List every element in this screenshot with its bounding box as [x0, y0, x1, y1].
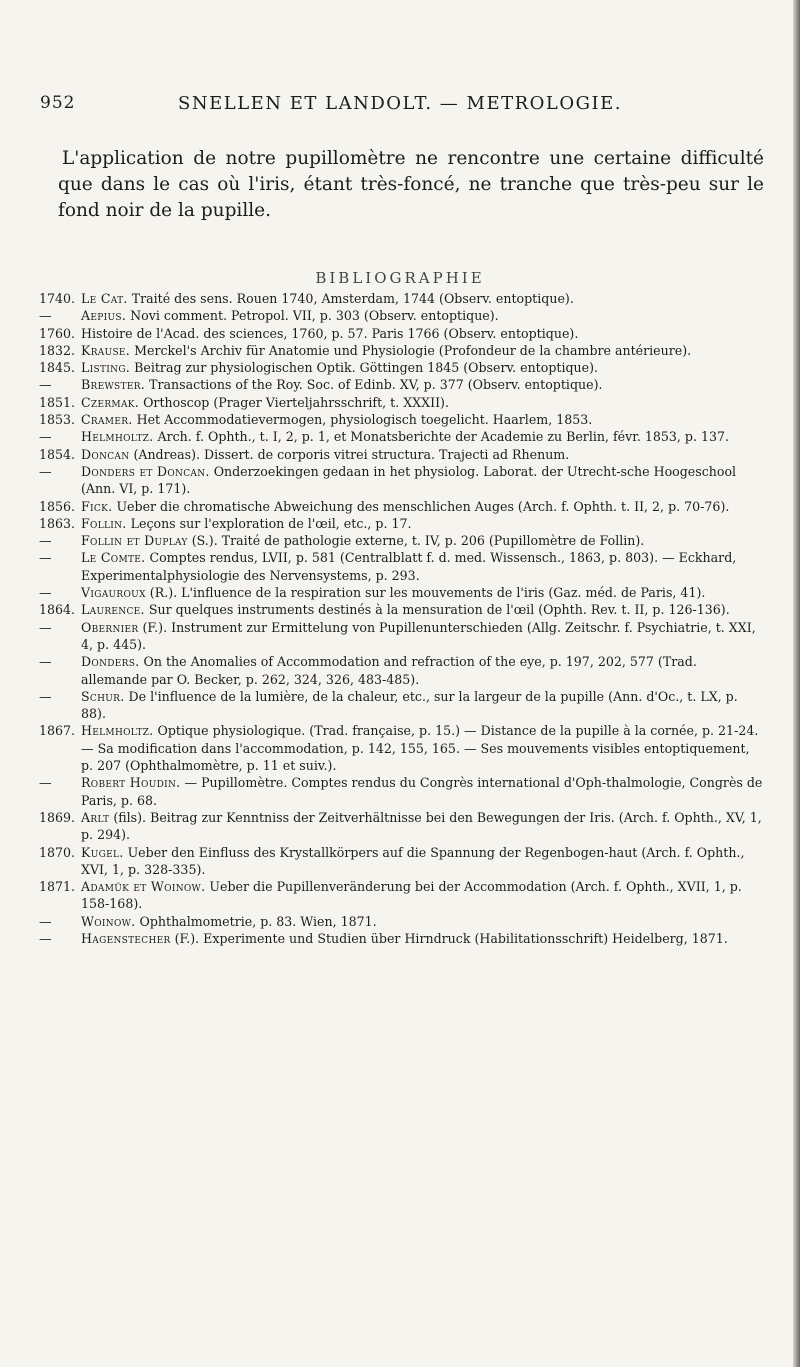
- bibliography-entry: [39, 325, 764, 342]
- entry-text: [81, 515, 764, 532]
- page-number: 952: [40, 93, 76, 113]
- entry-year: —: [39, 930, 52, 946]
- entry-year: 1856.: [39, 498, 76, 514]
- entry-year: —: [39, 775, 52, 791]
- entry-year: —: [39, 913, 52, 929]
- entry-author: Follin et Duplay: [81, 533, 188, 549]
- bibliography-entry: [39, 878, 764, 913]
- bibliography-entry: [39, 515, 764, 532]
- entry-text: [81, 290, 764, 307]
- entry-year: 1851.: [39, 394, 76, 410]
- bibliography-entry: [39, 549, 764, 584]
- entry-author: Le Comte.: [81, 550, 146, 566]
- entry-body: (R.). L'influence de la respiration sur les mouvements de l'iris (Gaz. méd. de Paris, 41).: [149, 585, 706, 601]
- bibliography-entry: [39, 428, 764, 445]
- entry-author: Woinow.: [81, 913, 136, 929]
- entry-body: Ueber die chromatische Abweichung des menschlichen Auges (Arch. f. Ophth. t. II, 2, p. 70-76).: [116, 498, 730, 514]
- entry-year: 1869.: [39, 809, 76, 825]
- entry-year: 1870.: [39, 844, 76, 860]
- entry-author: Krause.: [81, 342, 131, 358]
- bibliography-entry: [39, 688, 764, 723]
- bibliography-heading: BIBLIOGRAPHIE: [315, 269, 485, 287]
- entry-text: [81, 688, 764, 723]
- bibliography-entry: [39, 342, 764, 359]
- bibliography-entry: [39, 359, 764, 376]
- bibliography-entry: [39, 774, 764, 809]
- entry-year: —: [39, 619, 52, 635]
- entry-year: 1740.: [39, 291, 76, 306]
- entry-author: Fick.: [81, 498, 113, 514]
- entry-body: Beitrag zur physiologischen Optik. Göttingen 1845 (Observ. entoptique).: [134, 360, 599, 376]
- entry-text: [81, 619, 764, 654]
- entry-body: (F.). Instrument zur Ermittelung von Pupillenunterschieden (Allg. Zeitschr. f. Psychiatrie, t. XXI, 4, p. 445).: [81, 619, 756, 652]
- bibliography-entry: [39, 394, 764, 411]
- entry-year: 1854.: [39, 446, 76, 462]
- intro-paragraph: L'application de notre pupillomètre ne rencontre une certaine difficulté que dans le cas où l'iris, étant très-foncé, ne tranche que très-peu sur le fond noir de la pupille.: [58, 147, 764, 221]
- bibliography-entry: [39, 619, 764, 654]
- entry-author: Czermak.: [81, 394, 140, 410]
- bibliography-entry: [39, 290, 764, 307]
- entry-text: [81, 549, 764, 584]
- entry-body: — Pupillomètre. Comptes rendus du Congrès international d'Oph-thalmologie, Congrès de Paris, p. 68.: [81, 775, 763, 808]
- entry-year: 1760.: [39, 325, 76, 341]
- entry-year: —: [39, 308, 52, 324]
- entry-author: Kugel.: [81, 844, 124, 860]
- bibliography-entry: [39, 930, 764, 947]
- entry-author: Hagenstecher: [81, 930, 171, 946]
- entry-body: (S.). Traité de pathologie externe, t. IV, p. 206 (Pupillomètre de Follin).: [191, 533, 645, 549]
- entry-body: Merckel's Archiv für Anatomie und Physiologie (Profondeur de la chambre antérieure).: [134, 342, 692, 358]
- bibliography-entry: [39, 584, 764, 601]
- entry-author: Donders et Doncan.: [81, 463, 210, 479]
- entry-author: Cramer.: [81, 412, 133, 428]
- running-head: [0, 93, 800, 119]
- entry-body: Orthoscop (Prager Vierteljahrsschrift, t. XXXII).: [143, 394, 449, 410]
- entry-author: Schur.: [81, 688, 125, 704]
- entry-text: [81, 601, 764, 618]
- entry-body: Histoire de l'Acad. des sciences, 1760, p. 57. Paris 1766 (Observ. entoptique).: [81, 325, 579, 341]
- entry-body: Traité des sens. Rouen 1740, Amsterdam, 1744 (Observ. entoptique).: [131, 291, 574, 306]
- entry-year: —: [39, 585, 52, 601]
- entry-year: —: [39, 463, 52, 479]
- entry-text: [81, 498, 764, 515]
- entry-text: [81, 359, 764, 376]
- entry-year: —: [39, 688, 52, 704]
- bibliography-list: [39, 290, 764, 947]
- entry-author: Arlt: [81, 809, 110, 825]
- entry-text: [81, 653, 764, 688]
- entry-author: Obernier: [81, 619, 139, 635]
- entry-body: Comptes rendus, LVII, p. 581 (Centralblatt f. d. med. Wissensch., 1863, p. 803). — Eckhard, Experimentalphysiologie des Nervensystems, p. 293.: [81, 550, 737, 583]
- bibliography-entry: [39, 376, 764, 393]
- bibliography-entry: [39, 307, 764, 324]
- entry-body: Novi comment. Petropol. VII, p. 303 (Observ. entoptique).: [130, 308, 499, 324]
- entry-year: 1863.: [39, 515, 76, 531]
- entry-body: (F.). Experimente und Studien über Hirndruck (Habilitationsschrift) Heidelberg, 1871.: [174, 930, 728, 946]
- entry-text: [81, 325, 764, 342]
- entry-text: [81, 376, 764, 393]
- entry-body: (fils). Beitrag zur Kenntniss der Zeitverhältnisse bei den Bewegungen der Iris. (Arch. f. Ophth., XV, 1, p. 294).: [81, 809, 762, 843]
- entry-text: [81, 394, 764, 411]
- entry-year: —: [39, 377, 52, 393]
- entry-text: [81, 342, 764, 359]
- entry-author: Listing.: [81, 360, 131, 376]
- entry-author: Helmholtz.: [81, 429, 154, 445]
- entry-author: Robert Houdin.: [81, 775, 181, 791]
- entry-body: Het Accommodatievermogen, physiologisch toegelicht. Haarlem, 1853.: [136, 412, 593, 428]
- entry-author: Aepius.: [81, 308, 127, 324]
- entry-text: [81, 878, 764, 913]
- entry-text: [81, 307, 764, 324]
- entry-year: —: [39, 533, 52, 549]
- entry-body: Ueber die Pupillenveränderung bei der Accommodation (Arch. f. Ophth., XVII, 1, p. 158-168).: [81, 879, 742, 912]
- entry-year: —: [39, 550, 52, 566]
- entry-year: 1867.: [39, 723, 76, 739]
- bibliography-entry: [39, 844, 764, 879]
- entry-text: [81, 774, 764, 809]
- entry-body: Arch. f. Ophth., t. I, 2, p. 1, et Monatsberichte der Academie zu Berlin, févr. 1853, p. 137.: [157, 429, 730, 445]
- bibliography-entry: [39, 446, 764, 463]
- entry-body: On the Anomalies of Accommodation and refraction of the eye, p. 197, 202, 577 (Trad. allemande par O. Becker, p. 262, 324, 326, 483-485).: [81, 654, 697, 687]
- bibliography-entry: [39, 913, 764, 930]
- entry-body: (Andreas). Dissert. de corporis vitrei structura. Trajecti ad Rhenum.: [133, 446, 570, 462]
- entry-text: [81, 428, 764, 445]
- entry-text: [81, 446, 764, 463]
- entry-text: [81, 411, 764, 428]
- bibliography-entry: [39, 463, 764, 498]
- entry-author: Adamük et Woinow.: [81, 879, 206, 895]
- entry-body: De l'influence de la lumière, de la chaleur, etc., sur la largeur de la pupille (Ann. d'Oc., t. LX, p. 88).: [81, 688, 738, 722]
- entry-text: [81, 463, 764, 498]
- entry-author: Vigauroux: [81, 585, 146, 601]
- entry-body: Transactions of the Roy. Soc. of Edinb. XV, p. 377 (Observ. entoptique).: [149, 377, 603, 393]
- entry-text: [81, 913, 764, 930]
- entry-text: [81, 809, 764, 844]
- bibliography-entry: [39, 411, 764, 428]
- bibliography-entry: [39, 722, 764, 774]
- entry-year: 1871.: [39, 879, 76, 895]
- entry-author: Laurence.: [81, 602, 145, 618]
- bibliography-entry: [39, 809, 764, 844]
- running-title: SNELLEN ET LANDOLT. — METROLOGIE.: [178, 93, 622, 114]
- entry-year: 1832.: [39, 342, 76, 358]
- entry-author: Helmholtz.: [81, 723, 154, 739]
- entry-author: Donders.: [81, 654, 140, 670]
- entry-author: Brewster.: [81, 377, 146, 393]
- entry-year: 1845.: [39, 360, 76, 376]
- page-edge-shadow: [793, 0, 800, 1367]
- entry-body: Optique physiologique. (Trad. française, p. 15.) — Distance de la pupille à la cornée, p. 21-24. — Sa modification dans l'accommodation, p. 142, 155, 165. — Ses mouvements visibles entoptiquement, p. 207 (Ophthalmomètre, p. 11 et suiv.).: [81, 723, 759, 774]
- entry-text: [81, 844, 764, 879]
- entry-body: Ophthalmometrie, p. 83. Wien, 1871.: [139, 913, 377, 929]
- entry-body: Onderzoekingen gedaan in het physiolog. Laborat. der Utrecht-sche Hoogeschool (Ann. VI, p. 171).: [81, 463, 737, 497]
- entry-text: [81, 532, 764, 549]
- entry-year: —: [39, 429, 52, 445]
- bibliography-entry: [39, 498, 764, 515]
- bibliography-entry: [39, 532, 764, 549]
- entry-body: Sur quelques instruments destinés à la mensuration de l'œil (Ophth. Rev. t. II, p. 126-136).: [148, 602, 730, 618]
- entry-year: —: [39, 654, 52, 670]
- entry-author: Le Cat.: [81, 291, 128, 306]
- entry-body: Ueber den Einfluss des Krystallkörpers auf die Spannung der Regenbogen-haut (Arch. f. Ophth., XVI, 1, p. 328-335).: [81, 844, 745, 877]
- entry-text: [81, 930, 764, 947]
- entry-year: 1864.: [39, 602, 76, 618]
- bibliography-entry: [39, 653, 764, 688]
- entry-text: [81, 722, 764, 774]
- entry-author: Follin.: [81, 515, 127, 531]
- bibliography-entry: [39, 601, 764, 618]
- entry-body: Leçons sur l'exploration de l'œil, etc., p. 17.: [130, 515, 412, 531]
- entry-text: [81, 584, 764, 601]
- entry-author: Doncan: [81, 446, 130, 462]
- entry-year: 1853.: [39, 412, 76, 428]
